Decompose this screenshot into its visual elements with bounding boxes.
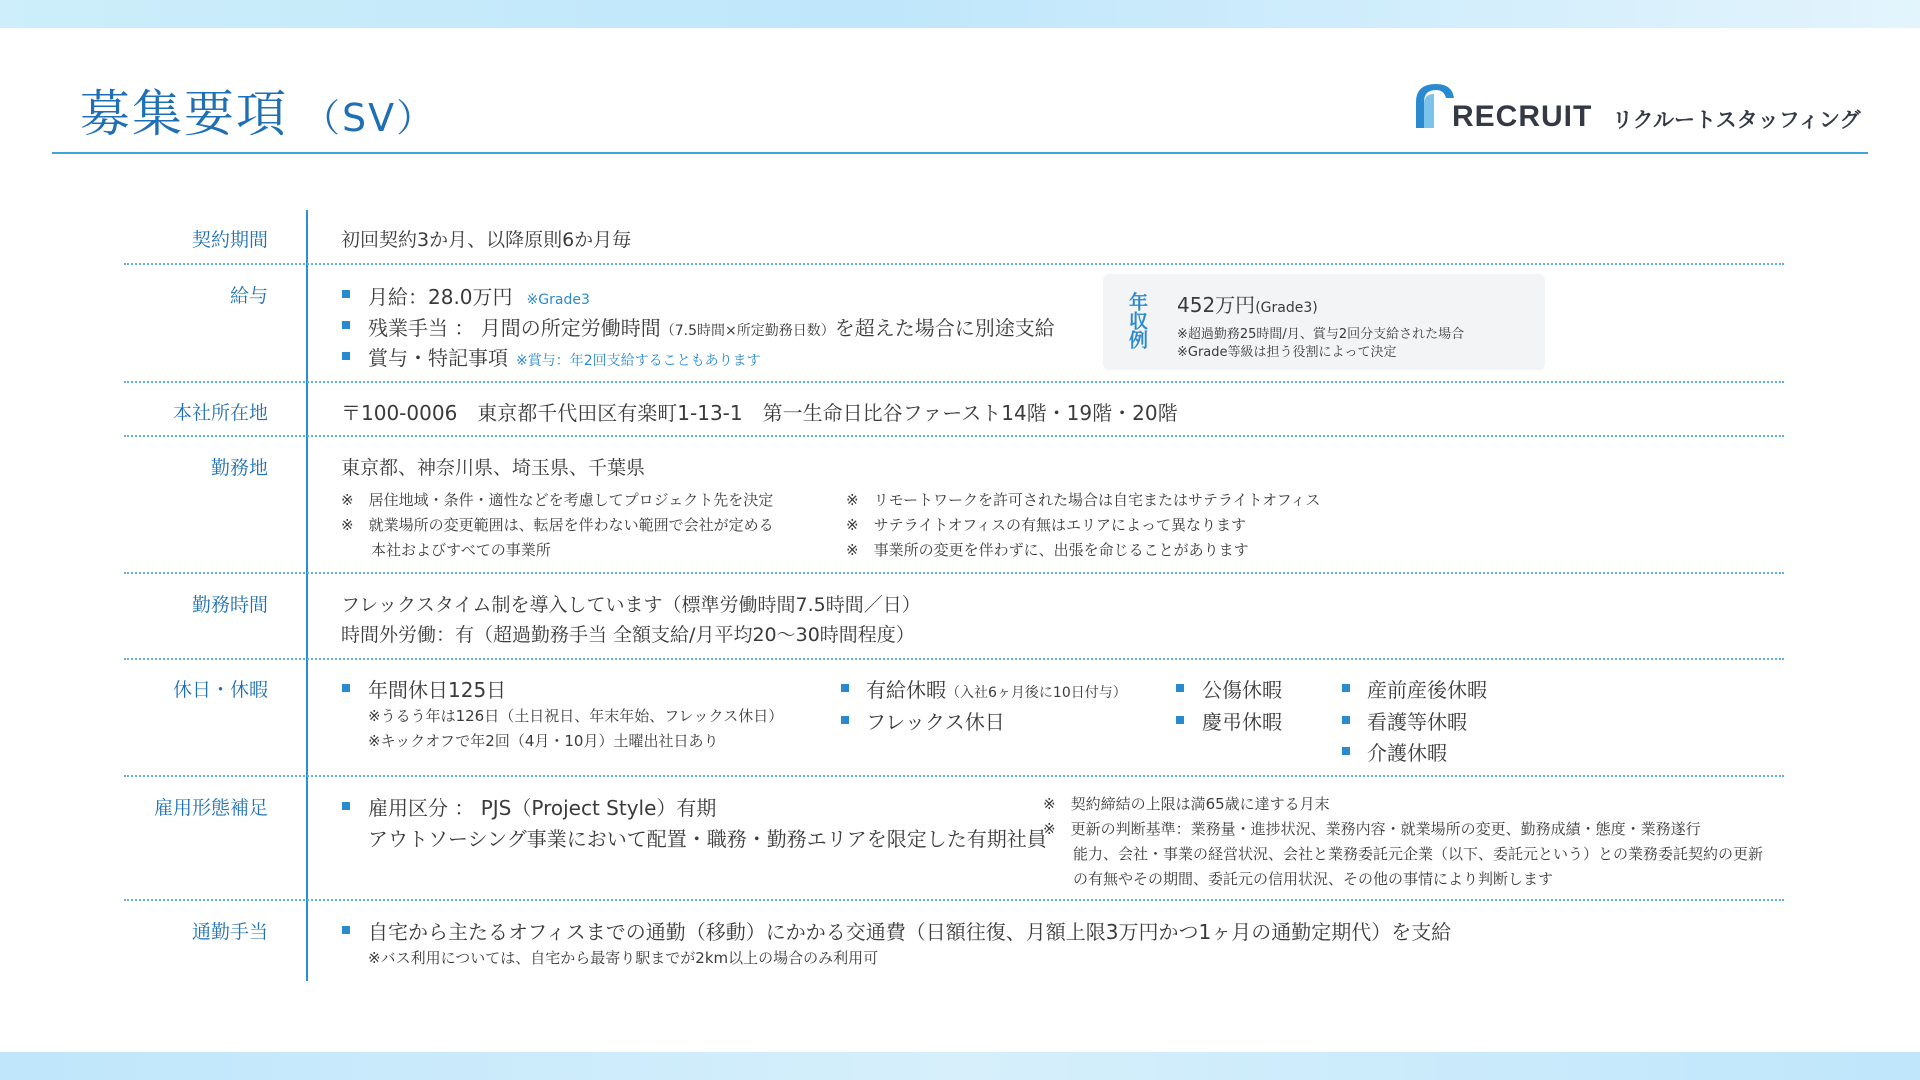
bullet-icon [342, 684, 350, 692]
workplace-note: ※ 就業場所の変更範囲は、転居を伴わない範囲で会社が定める [341, 516, 774, 534]
commute-allowance-text: 自宅から主たるオフィスまでの通勤（移動）にかかる交通費（日額往復、月額上限3万円かつ1ヶ月の通勤定期代）を支給 [368, 920, 1452, 944]
bullet-icon [342, 352, 350, 360]
bullet-icon [1176, 716, 1184, 724]
salary-monthly: 月給：28.0万円 ※Grade3 [368, 285, 590, 309]
label-workplace: 勤務地 [210, 457, 268, 479]
label-holidays: 休日・休暇 [172, 679, 268, 701]
annual-income-note-1: ※超過勤務25時間/月、賞与2回分支給された場合 [1177, 327, 1465, 342]
holiday-nursing: 看護等休暇 [1367, 710, 1467, 734]
employment-note: 能力、会社・事業の経営状況、会社と業務委託元企業（以下、委託元という）との業務委託契約の更新 [1043, 845, 1764, 863]
workplace-note: ※ サテライトオフィスの有無はエリアによって異なります [846, 516, 1247, 534]
bullet-icon [1342, 684, 1350, 692]
employment-note: ※ 更新の判断基準：業務量・進捗状況、業務内容・就業場所の変更、勤務成績・態度・業務遂行 [1043, 820, 1701, 838]
page-title: 募集要項 （SV） [80, 85, 437, 143]
bullet-icon [1176, 684, 1184, 692]
holiday-condolence: 慶弔休暇 [1202, 710, 1282, 734]
row-separator [124, 381, 1784, 383]
holiday-annual: 年間休日125日 [368, 678, 507, 702]
row-separator [124, 658, 1784, 660]
employment-type: 雇用区分 ： PJS（Project Style）有期 [368, 796, 717, 820]
working-hours-line-2: 時間外労働：有（超過勤務手当 全額支給/月平均20～30時間程度） [341, 624, 915, 646]
employment-description: アウトソーシング事業において配置・職務・勤務エリアを限定した有期社員 [368, 827, 1047, 851]
label-employment-type: 雇用形態補足 [153, 797, 268, 819]
workplace-note: ※ 事業所の変更を伴わずに、出張を命じることがあります [846, 541, 1249, 559]
workplace-note: ※ 居住地域・条件・適性などを考慮してプロジェクト先を決定 [341, 491, 774, 509]
workplace-note: 本社およびすべての事業所 [341, 541, 551, 559]
bullet-icon [342, 802, 350, 810]
holiday-maternity: 産前産後休暇 [1367, 678, 1487, 702]
title-underline [52, 152, 1868, 154]
head-office-address: 〒100-0006 東京都千代田区有楽町1-13-1 第一生命日比谷ファースト14階・19階・20階 [341, 401, 1178, 425]
row-separator [124, 899, 1784, 901]
label-working-hours: 勤務時間 [191, 594, 268, 616]
holiday-annual-note-1: ※うるう年は126日（土日祝日、年末年始、フレックス休日） [368, 707, 784, 725]
employment-note: の有無やその期間、委託元の信用状況、その他の事情により判断します [1043, 870, 1554, 888]
row-separator [124, 263, 1784, 265]
recruit-logo-mark-icon [1412, 80, 1456, 130]
holiday-paid-leave: 有給休暇（入社6ヶ月後に10日付与） [866, 678, 1127, 702]
label-salary: 給与 [229, 285, 268, 307]
label-commute-allowance: 通勤手当 [191, 921, 268, 943]
bullet-icon [342, 926, 350, 934]
salary-bonus: 賞与・特記事項 ※賞与：年2回支給することもあります [368, 346, 761, 370]
salary-overtime: 残業手当 ： 月間の所定労働時間（7.5時間×所定勤務日数）を超えた場合に別途支給 [368, 316, 1055, 340]
label-contract-period: 契約期間 [191, 229, 268, 251]
workplace-note: ※ リモートワークを許可された場合は自宅またはサテライトオフィス [846, 491, 1321, 509]
bullet-icon [1342, 716, 1350, 724]
holiday-injury: 公傷休暇 [1202, 678, 1282, 702]
logo-subtext: リクルートスタッフィング [1612, 108, 1861, 132]
bullet-icon [841, 716, 849, 724]
bullet-icon [342, 290, 350, 298]
recruit-logo [1412, 80, 1867, 134]
row-separator [124, 775, 1784, 777]
holiday-flex: フレックス休日 [866, 710, 1005, 734]
top-gradient-band [0, 0, 1920, 28]
holiday-annual-note-2: ※キックオフで年2回（4月・10月）土曜出社日あり [368, 732, 719, 750]
workplace-text: 東京都、神奈川県、埼玉県、千葉県 [341, 457, 646, 479]
bullet-icon [841, 684, 849, 692]
working-hours-line-1: フレックスタイム制を導入しています（標準労働時間7.5時間／日） [341, 594, 921, 616]
annual-income-label: 年収例 [1126, 292, 1148, 349]
logo-wordmark: RECRUIT [1452, 100, 1593, 133]
row-separator [124, 435, 1784, 437]
annual-income-value: 452万円(Grade3) [1177, 293, 1318, 317]
commute-allowance-note: ※バス利用については、自宅から最寄り駅までが2km以上の場合のみ利用可 [368, 949, 879, 967]
row-separator [124, 572, 1784, 574]
holiday-care: 介護休暇 [1367, 741, 1447, 765]
employment-note: ※ 契約締結の上限は満65歳に達する月末 [1043, 795, 1330, 813]
bottom-gradient-band [0, 1052, 1920, 1080]
label-divider-line [306, 210, 308, 981]
bullet-icon [1342, 747, 1350, 755]
annual-income-note-2: ※Grade等級は担う役割によって決定 [1177, 345, 1397, 360]
bullet-icon [342, 321, 350, 329]
label-head-office: 本社所在地 [172, 402, 268, 424]
contract-period-text: 初回契約3か月、以降原則6か月毎 [341, 229, 632, 251]
